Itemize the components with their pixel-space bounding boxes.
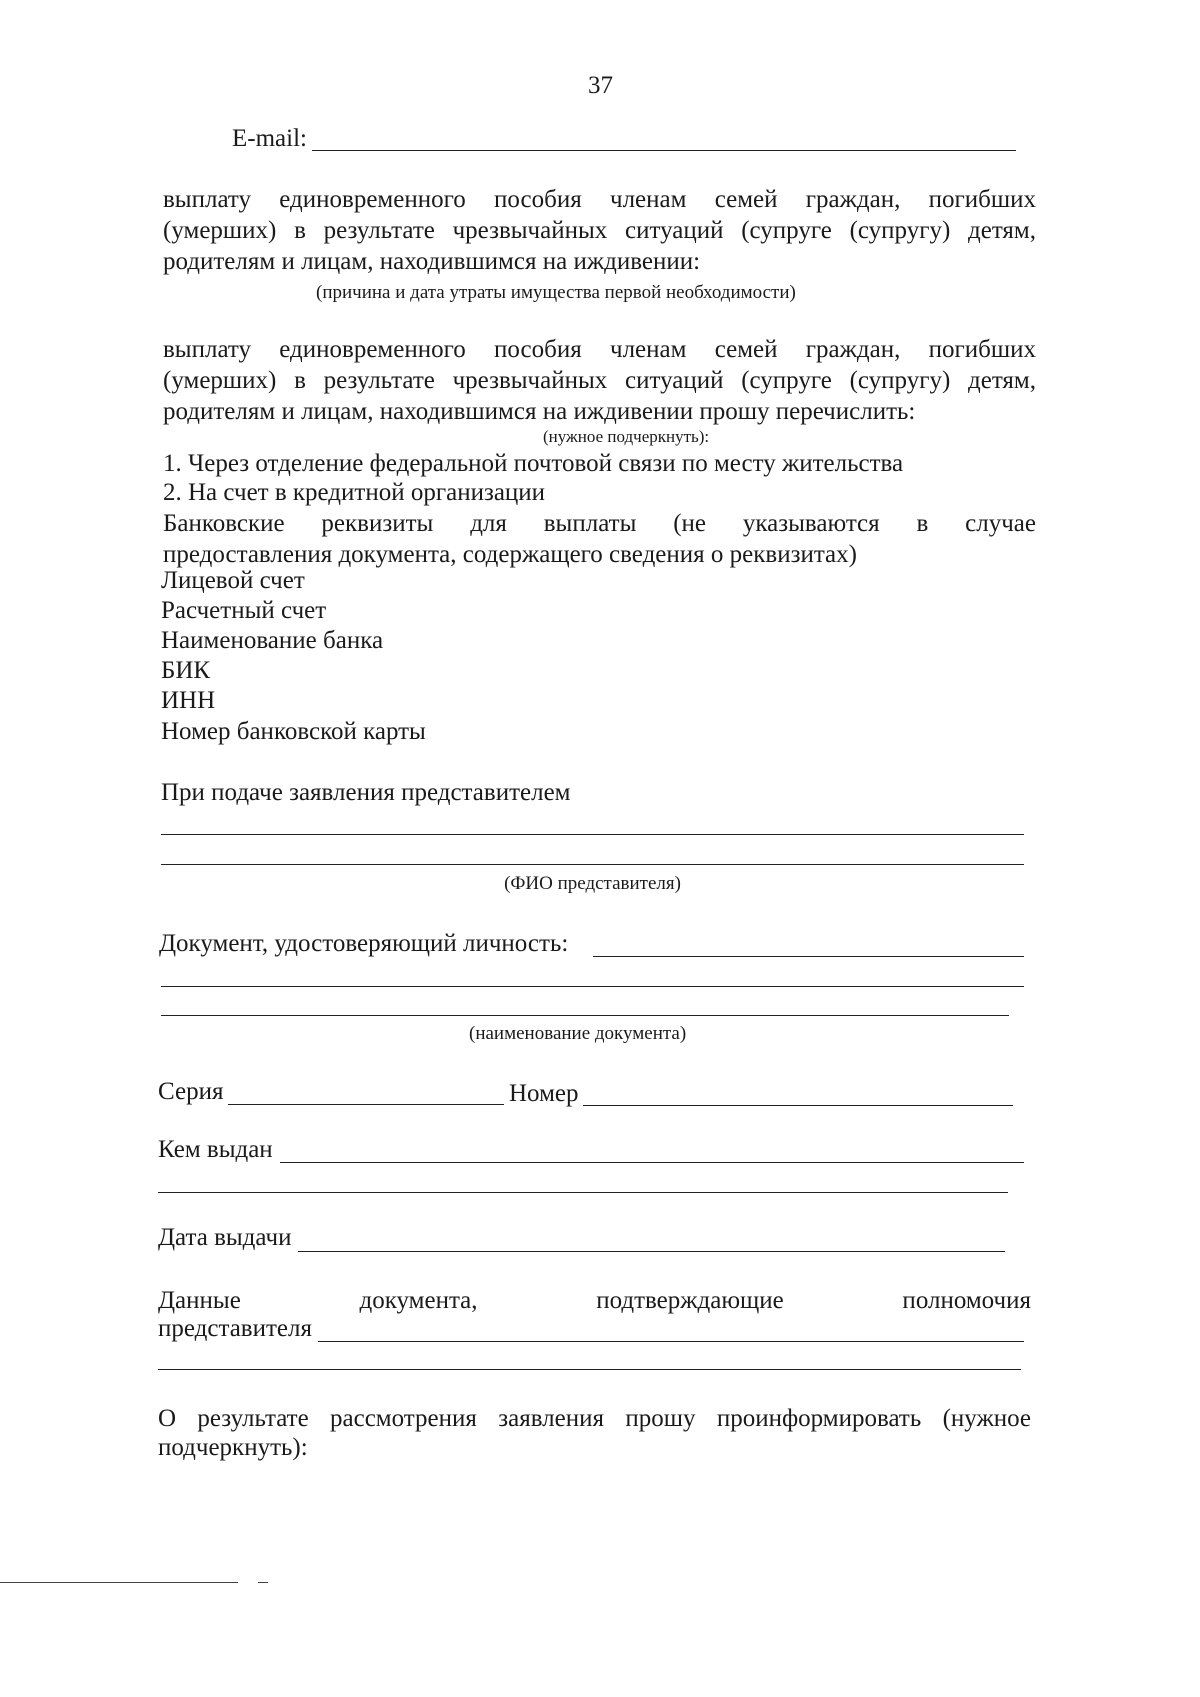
representative-intro: При подаче заявления представителем: [161, 779, 571, 806]
field-bank-name: Наименование банка: [161, 627, 384, 654]
authority-line-1[interactable]: [318, 1341, 1024, 1342]
number-label: Номер: [509, 1080, 579, 1107]
option-post[interactable]: 1. Через отделение федеральной почтовой связи по месту жительства: [163, 450, 904, 477]
id-doc-label: Документ, удостоверяющий личность:: [159, 930, 569, 957]
fio-note: (ФИО представителя): [504, 873, 681, 894]
page-number: 37: [588, 72, 613, 99]
id-doc-line-3[interactable]: [161, 1015, 1009, 1016]
issue-date-line[interactable]: [298, 1251, 1005, 1252]
authority-line-2[interactable]: [158, 1369, 1021, 1370]
footnote-separator-dash: [258, 1582, 268, 1583]
field-personal-account: Лицевой счет: [161, 567, 305, 594]
para1-line3: родителям и лицам, находившимся на иждивении:: [163, 248, 701, 275]
authority-line2: представителя: [158, 1315, 312, 1342]
option-bank-account[interactable]: 2. На счет в кредитной организации: [163, 479, 546, 506]
para2-line3: родителям и лицам, находившимся на иждивении прошу перечислить:: [163, 398, 916, 425]
email-field-line[interactable]: [312, 150, 1016, 151]
result-line2: подчеркнуть):: [158, 1434, 308, 1461]
para1-line2: (умерших) в результате чрезвычайных ситуаций (супруге (супругу) детям,: [163, 217, 1036, 244]
series-label: Серия: [158, 1078, 224, 1105]
field-bik: БИК: [161, 657, 211, 684]
issued-by-label: Кем выдан: [158, 1136, 273, 1163]
email-label: E-mail:: [232, 125, 307, 152]
para1-line1: выплату единовременного пособия членам семей граждан, погибших: [163, 186, 1036, 213]
issue-date-label: Дата выдачи: [158, 1224, 292, 1251]
field-settlement-account: Расчетный счет: [161, 597, 327, 624]
para2-line1: выплату единовременного пособия членам семей граждан, погибших: [163, 336, 1036, 363]
id-doc-line-1[interactable]: [593, 956, 1024, 957]
issued-by-line-1[interactable]: [280, 1162, 1024, 1163]
bank-line1: Банковские реквизиты для выплаты (не указываются в случае: [163, 510, 1036, 537]
footnote-separator: [0, 1582, 238, 1583]
authority-line1: Данные документа, подтверждающие полномочия: [158, 1287, 1031, 1314]
para2-line2: (умерших) в результате чрезвычайных ситуаций (супруге (супругу) детям,: [163, 367, 1036, 394]
bank-line2: предоставления документа, содержащего сведения о реквизитах): [163, 541, 857, 568]
field-card-number: Номер банковской карты: [161, 718, 426, 745]
issued-by-line-2[interactable]: [158, 1192, 1008, 1193]
result-line1: О результате рассмотрения заявления прошу проинформировать (нужное: [158, 1405, 1031, 1432]
representative-name-line-1[interactable]: [161, 834, 1024, 835]
id-doc-line-2[interactable]: [161, 986, 1024, 987]
number-field-line[interactable]: [583, 1105, 1013, 1106]
para1-note: (причина и дата утраты имущества первой необходимости): [316, 282, 796, 303]
para2-note: (нужное подчеркнуть):: [543, 427, 710, 446]
representative-name-line-2[interactable]: [161, 864, 1024, 865]
series-field-line[interactable]: [228, 1104, 504, 1105]
field-inn: ИНН: [161, 687, 216, 714]
doc-name-note: (наименование документа): [469, 1023, 687, 1044]
